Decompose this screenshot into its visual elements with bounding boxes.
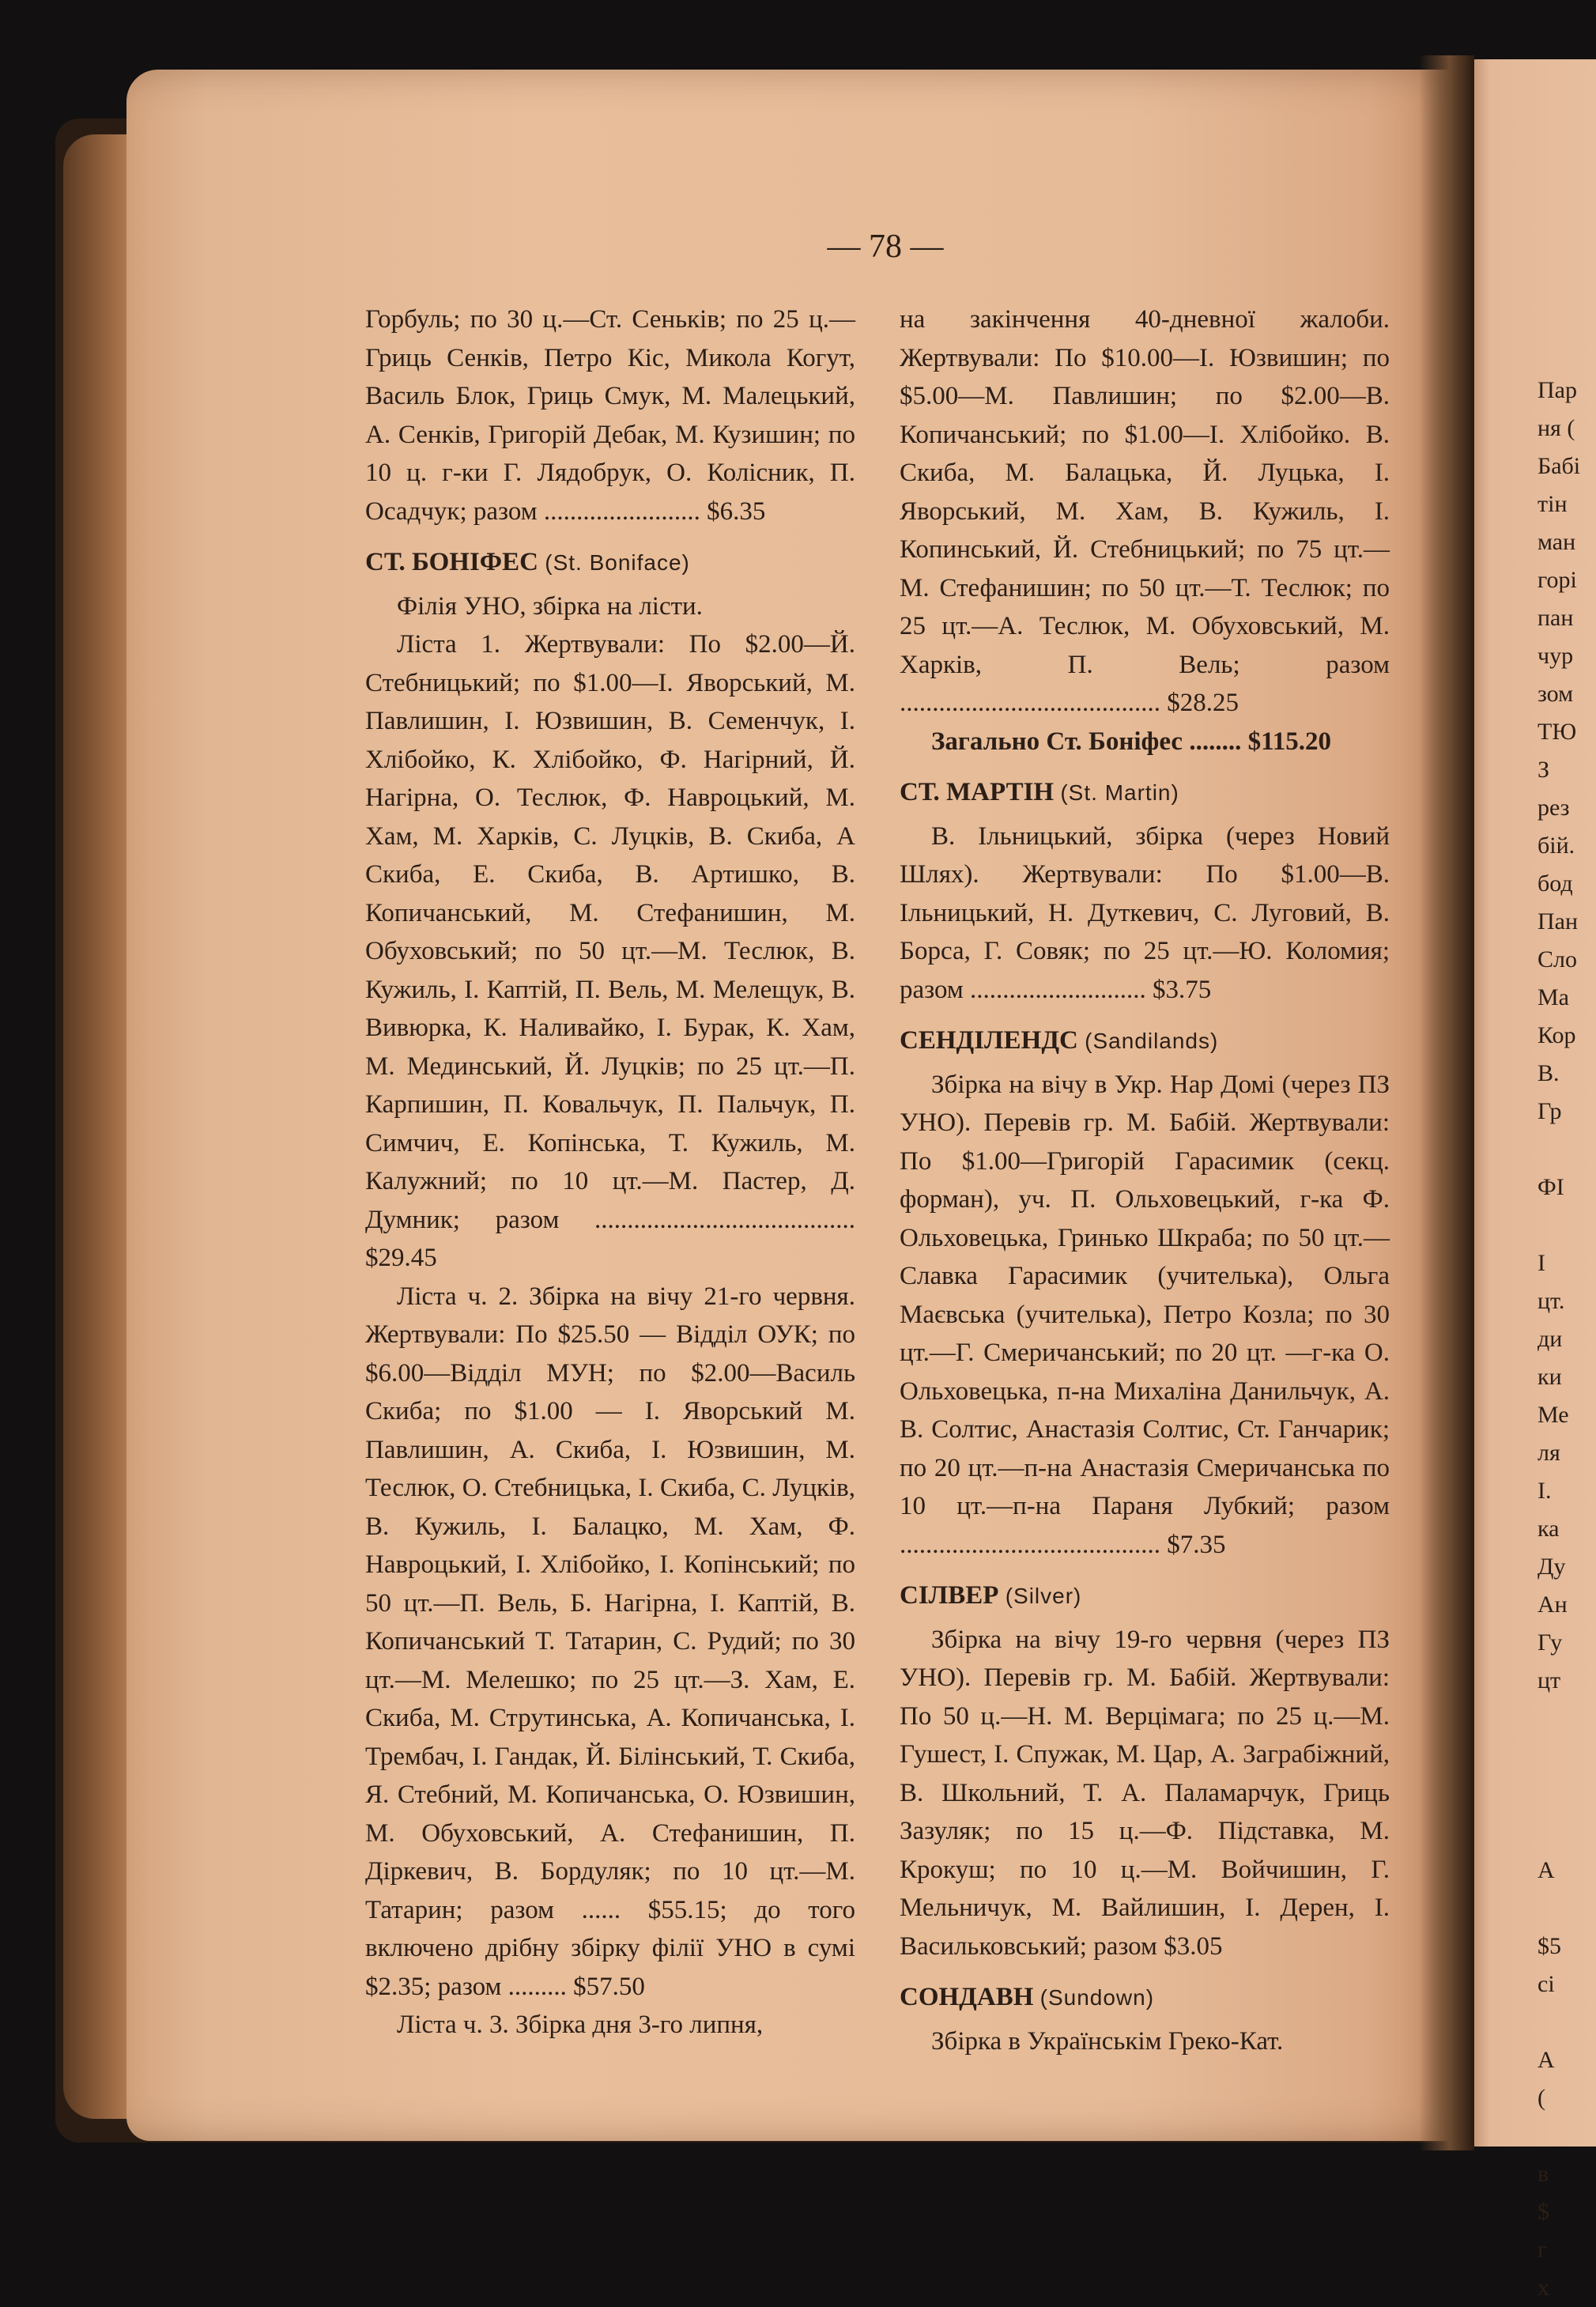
fragment-line: А (1538, 2047, 1555, 2073)
fragment-line (1538, 2003, 1596, 2041)
section-heading (900, 1021, 1390, 1061)
paragraph: Ліста ч. 3. Збірка дня 3-го липня, (397, 2011, 764, 2039)
fragment-line: І (1538, 1250, 1545, 1276)
heading-name: СІЛВЕР (900, 1581, 1006, 1610)
right-column (900, 300, 1390, 2060)
fragment-line: Гу (1538, 1629, 1563, 1656)
fragment-line: Ма (1538, 984, 1569, 1010)
heading-name: СЕНДІЛЕНДС (900, 1026, 1085, 1055)
total-line: Загально Ст. Боніфес ........ $115.20 (931, 727, 1332, 756)
fragment-line: ня ( (1538, 415, 1575, 441)
fragment-line: рез (1538, 795, 1570, 821)
fragment-line: $5 (1538, 1933, 1561, 1959)
fragment-line: бій. (1538, 833, 1575, 859)
fragment-line: пан (1538, 605, 1574, 631)
fragment-line: г (1538, 2237, 1548, 2263)
fragment-line (1538, 1814, 1596, 1852)
fragment-line: ки (1538, 1364, 1562, 1390)
fragment-line: сі (1538, 1971, 1555, 1997)
fragment-line: ман (1538, 529, 1576, 555)
fragment-line: Сло (1538, 946, 1577, 972)
paragraph: Збірка на вічу в Укр. Нар Домі (через ПЗ УНО). Перевів гр. М. Бабій. Жертвували: По $1.00—Григорій Гарасимик (секц. форман), уч. П. Ольховецький, г-ка Ф. Ольховецька, Гринько Шкраба; по 50 цт.—Славка Гарасимик (учителька), Ольга Маєвська (учителька), Петро Козла; по 30 цт.—Г. Смеричанський; по 20 цт. —г-ка О. Ольховецька, п-на Михаліна Данильчук, А. В. Солтис, Анастазія Солтис, Ст. Ганчарик; по 20 цт.—п-на Анастазія Смеричанська по 10 цт.—п-на Параня Лубкий; разом ........................................ $7.35 (900, 1070, 1390, 1559)
fragment-line: В. (1538, 1060, 1560, 1086)
fragment-line: $ (1538, 2199, 1549, 2225)
fragment-line: чур (1538, 643, 1574, 669)
paragraph: Збірка в Українськім Греко-Кат. (931, 2026, 1284, 2056)
fragment-line: тін (1538, 491, 1568, 517)
fragment-line: цт. (1538, 1288, 1565, 1314)
fragment-line: ( (1538, 2085, 1545, 2111)
heading-latin: (Sundown) (1039, 1985, 1155, 2010)
fragment-line: х (1538, 2275, 1549, 2301)
section-heading (900, 1978, 1390, 2018)
paragraph: Горбуль; по 30 ц.—Ст. Сеньків; по 25 ц.—Гриць Сенків, Петро Кіс, Микола Когут, Василь Блок, Гриць Смук, М. Малецький, А. Сенків, Григорій Дебак, М. Кузишин; по 10 ц. г-ки Г. Лядобрук, О. Колісник, П. Осадчук; разом ........................ $6.35 (365, 305, 855, 526)
fragment-line: Пар (1538, 377, 1577, 403)
paragraph: Ліста ч. 2. Збірка на вічу 21-го червня. Жертвували: По $25.50 — Відділ ОУК; по $6.00—Відділ МУН; по $2.00—Василь Скиба; по $1.00 — І. Яворський М. Павлишин, А. Скиба, І. Юзвишин, М. Теслюк, О. Стебницька, І. Скиба, С. Луцків, В. Кужиль, І. Балацко, М. Хам, Ф. Навроцький, І. Хлібойко, І. Копінський; по 50 цт.—П. Вель, Б. Нагірна, І. Каптій, В. Копичанський Т. Татарин, С. Рудий; по 30 цт.—М. Мелешко; по 25 цт.—З. Хам, Е. Скиба, М. Струтинська, А. Копичанська, І. Трембач, І. Гандак, Й. Білінський, Т. Скиба, Я. Стебний, М. Копичанська, О. Юзвишин, М. Обуховський, А. Стефанишин, П. Діркевич, В. Бордуляк; по 10 цт.—М. Татарин; разом ...... $55.15; до того включено дрібну збірку філії УНО в сумі $2.35; разом ......... $57.50 (365, 1282, 855, 2001)
heading-latin: (Silver) (1005, 1584, 1082, 1608)
section-heading (900, 1576, 1390, 1616)
next-page-fragment (1538, 372, 1596, 2307)
heading-latin: (St. Boniface) (545, 550, 690, 575)
fragment-line (1538, 1131, 1596, 1169)
heading-latin: (Sandilands) (1085, 1029, 1219, 1053)
heading-name: СОНДАВН (900, 1983, 1040, 2011)
fragment-line: Гр (1538, 1098, 1562, 1124)
fragment-line: ля (1538, 1440, 1560, 1466)
fragment-line: І. (1538, 1478, 1552, 1504)
fragment-line: Пан (1538, 908, 1579, 935)
paragraph: на закінчення 40-дневної жалоби. Жертвували: По $10.00—І. Юзвишин; по $5.00—М. Павлишин; по $2.00—В. Копичанський; по $1.00—І. Хлібойко. В. Скиба, М. Балацька, Й. Луцька, І. Яворський, М. Хам, В. Кужиль, І. Копинський, Й. Стебницький; по 75 цт.—М. Стефанишин; по 50 цт.—Т. Теслюк; по 25 цт.—А. Теслюк, М. Обуховський, М. Харків, П. Вель; разом ........................................ $28.25 (900, 305, 1390, 717)
fragment-line (1538, 1776, 1596, 1814)
fragment-line: Ме (1538, 1402, 1569, 1428)
fragment-line: З (1538, 757, 1550, 783)
fragment-line: ди (1538, 1326, 1563, 1352)
fragment-line (1538, 1890, 1596, 1928)
fragment-line (1538, 1700, 1596, 1738)
fragment-line: Бабі (1538, 453, 1581, 479)
fragment-line: ка (1538, 1516, 1560, 1542)
fragment-line: зом (1538, 681, 1574, 707)
fragment-line (1538, 1206, 1596, 1244)
fragment-line: А (1538, 1857, 1555, 1883)
fragment-line: Кор (1538, 1022, 1576, 1048)
fragment-line (1538, 2117, 1596, 2155)
fragment-line: бод (1538, 870, 1573, 897)
fragment-line: в (1538, 2161, 1549, 2187)
left-column (365, 300, 855, 2045)
paragraph: Філія УНО, збірка на лісти. (397, 591, 703, 621)
heading-name: СТ. БОНІФЕС (365, 548, 545, 576)
fragment-line: цт (1538, 1667, 1561, 1693)
book-gutter (1419, 55, 1474, 2150)
fragment-line: ФІ (1538, 1174, 1564, 1200)
section-heading (900, 773, 1390, 813)
paragraph: В. Ільницький, збірка (через Новий Шлях). Жертвували: По $1.00—В. Ільницький, Н. Дуткевич, С. Луговий, В. Борса, Г. Совяк; по 25 цт.—Ю. Коломия; разом ........................... $3.75 (900, 821, 1390, 1004)
paragraph: Збірка на вічу 19-го червня (через ПЗ УНО). Перевів гр. М. Бабій. Жертвували: По 50 ц.—Н. М. Верцімага; по 25 ц.—М. Гушест, І. Спужак, М. Цар, А. Заграбіжний, В. Школьний, Т. А. Паламарчук, Гриць Зазуляк; по 15 ц.—Ф. Підставка, М. Крокуш; по 10 ц.—М. Войчишин, Г. Мельничук, М. Вайлишин, І. Дерен, І. Васильковський; разом $3.05 (900, 1625, 1390, 1961)
page-number: — 78 — (827, 228, 944, 265)
fragment-line (1538, 1738, 1596, 1776)
fragment-line: Ан (1538, 1591, 1568, 1618)
heading-name: СТ. МАРТІН (900, 778, 1061, 806)
fragment-line: ТЮ (1538, 719, 1577, 745)
heading-latin: (St. Martin) (1060, 780, 1179, 805)
paragraph: Ліста 1. Жертвували: По $2.00—Й. Стебницький; по $1.00—І. Яворський, М. Павлишин, І. Юзвишин, В. Семенчук, І. Хлібойко, К. Хлібойко, Ф. Нагірний, Й. Нагірна, О. Теслюк, Ф. Навроцький, М. Хам, М. Харків, С. Луцків, В. Скиба, А Скиба, Е. Скиба, В. Артишко, В. Копичанський, М. Стефанишин, М. Обуховський; по 50 цт.—М. Теслюк, В. Кужиль, І. Каптій, П. Вель, М. Мелещук, В. Вивюрка, К. Наливайко, І. Бурак, К. Хам, М. Мединський, Й. Луцків; по 25 цт.—П. Карпишин, П. Ковальчук, П. Пальчук, П. Симчич, Е. Копінська, Т. Кужиль, М. Калужний; по 10 цт.—М. Пастер, Д. Думник; разом ........................................ $29.45 (365, 630, 855, 1272)
fragment-line: Ду (1538, 1554, 1566, 1580)
fragment-line: горі (1538, 567, 1577, 593)
section-heading (365, 543, 855, 583)
